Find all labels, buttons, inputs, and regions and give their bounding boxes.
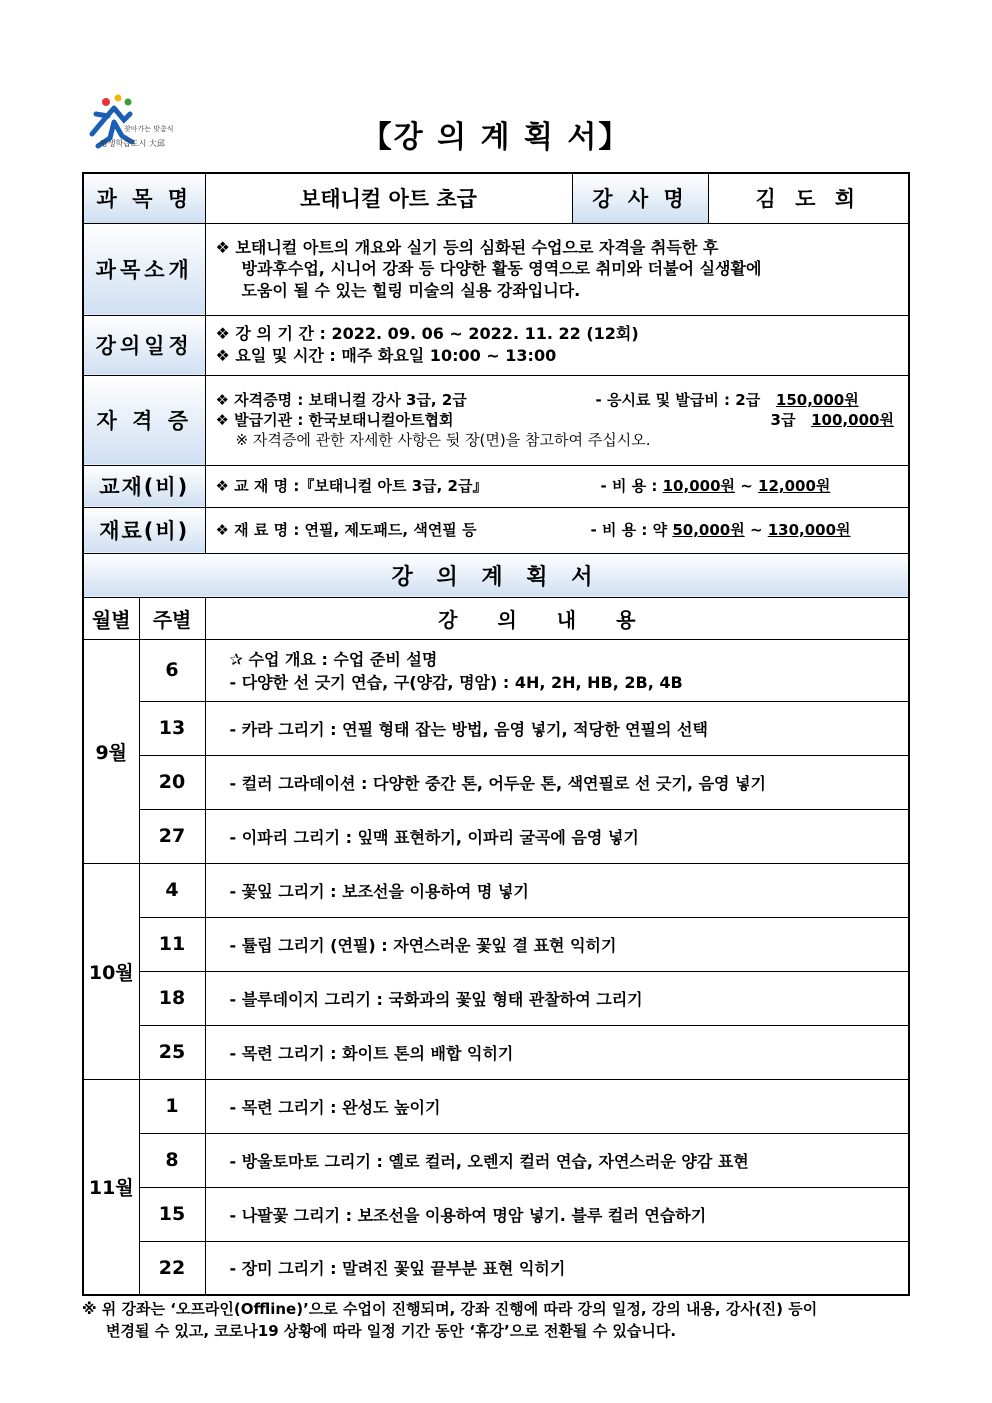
material-label: 재료(비) [83,507,205,553]
col-content-header: 강의내용 [205,597,909,639]
lecture-plan-table [82,172,910,1296]
footer-line-1: ※ 위 강좌는 ‘오프라인(Offline)’으로 수업이 진행되며, 강좌 진행에 따라 강의 일정, 강의 내용, 강사(진) 등이 [82,1300,818,1318]
content-cell: - 장미 그리기 : 말려진 꽃잎 끝부분 표현 익히기 [205,1241,909,1295]
textbook-label: 교재(비) [83,465,205,507]
schedule-label: 강의일정 [83,315,205,375]
textbook-name: ❖ 교 재 명 :『보태니컬 아트 3급, 2급』 [215,476,488,495]
week-cell: 25 [139,1025,205,1079]
footer-line-2: 변경될 수 있고, 코로나19 상황에 따라 일정 기간 동안 ‘휴강’으로 전환될 수 있습니다. [106,1322,677,1340]
cert-name: ❖ 자격증명 : 보태니컬 강사 3급, 2급 [215,390,467,409]
material-cost-label: - 비 용 : 약 [590,520,668,539]
table-row [83,971,909,1025]
week-cell: 8 [139,1133,205,1187]
week-cell: 4 [139,863,205,917]
instructor-label: 강 사 명 [572,173,708,223]
logo-subtext: 찾아가는 맞춤식 [124,125,174,133]
textbook-cost-max: 12,000원 [758,476,831,495]
month-cell: 11월 [83,1079,139,1295]
table-row [83,1187,909,1241]
col-week-header: 주별 [139,597,205,639]
week-cell: 27 [139,809,205,863]
footer-note [82,1298,912,1342]
table-row [83,755,909,809]
intro-label: 과목소개 [83,223,205,315]
cert-issuer: ❖ 발급기관 : 한국보태니컬아트협회 [215,410,454,429]
page-title: 【강 의 계 획 서】 [361,120,631,155]
table-row [83,1133,909,1187]
schedule-text [205,315,909,375]
week-cell: 11 [139,917,205,971]
cert-text [205,375,909,465]
schedule-period: ❖ 강 의 기 간 : 2022. 09. 06 ~ 2022. 11. 22 (12회) [215,324,639,344]
cert-label: 자 격 증 [83,375,205,465]
intro-text [205,223,909,315]
week-cell: 22 [139,1241,205,1295]
month-cell: 10월 [83,863,139,1079]
table-row [83,1241,909,1295]
content-line: ✰ 수업 개요 : 수업 준비 설명 [229,650,438,669]
month-cell: 9월 [83,639,139,863]
table-row [83,1025,909,1079]
content-cell: - 꽃잎 그리기 : 보조선을 이용하여 명 넣기 [205,863,909,917]
content-line: - 다양한 선 긋기 연습, 구(양감, 명암) : 4H, 2H, HB, 2B, 4B [229,673,683,692]
material-text: ❖ 재 료 명 : 연필, 제도패드, 색연필 등 - 비 용 : 약 50,000원 ~ 130,000원 [205,507,909,553]
cert-grade-3: 3급 [770,410,796,429]
table-row [83,863,909,917]
table-row [83,917,909,971]
table-row [83,701,909,755]
week-cell: 1 [139,1079,205,1133]
content-cell [205,639,909,701]
cert-fee-3: 100,000원 [811,410,894,429]
content-cell: - 목련 그리기 : 화이트 톤의 배합 익히기 [205,1025,909,1079]
content-cell: - 나팔꽃 그리기 : 보조선을 이용하여 명암 넣기. 블루 컬러 연습하기 [205,1187,909,1241]
content-cell: - 카라 그리기 : 연필 형태 잡는 방법, 음영 넣기, 적당한 연필의 선택 [205,701,909,755]
material-name: ❖ 재 료 명 : 연필, 제도패드, 색연필 등 [215,520,477,539]
material-cost-max: 130,000원 [767,520,851,539]
col-month-header: 월별 [83,597,139,639]
subject-value: 보태니컬 아트 초급 [205,173,572,223]
week-cell: 15 [139,1187,205,1241]
intro-line: ❖ 보태니컬 아트의 개요와 실기 등의 심화된 수업으로 자격을 취득한 후 [215,237,719,257]
plan-banner: 강 의 계 획 서 [83,553,909,597]
cert-note: ※ 자격증에 관한 자세한 사항은 뒷 장(면)을 참고하여 주십시오. [235,431,651,450]
week-cell: 6 [139,639,205,701]
content-cell: - 튤립 그리기 (연필) : 자연스러운 꽃잎 결 표현 익히기 [205,917,909,971]
cert-fee-2: 150,000원 [775,390,859,409]
cert-fee-label: - 응시료 및 발급비 : 2급 [595,390,761,409]
content-cell: - 컬러 그라데이션 : 다양한 중간 톤, 어두운 톤, 색연필로 선 긋기, 음영 넣기 [205,755,909,809]
week-cell: 18 [139,971,205,1025]
cert-line-1 [216,390,899,410]
table-row [83,1079,909,1133]
content-cell: - 방울토마토 그리기 : 옐로 컬러, 오렌지 컬러 연습, 자연스러운 양감 표현 [205,1133,909,1187]
week-cell: 13 [139,701,205,755]
table-row [83,639,909,701]
textbook-cost-label: - 비 용 : [600,476,658,495]
subject-label: 과 목 명 [83,173,205,223]
week-cell: 20 [139,755,205,809]
content-cell: - 목련 그리기 : 완성도 높이기 [205,1079,909,1133]
material-cost-min: 50,000원 [672,520,745,539]
textbook-text: ❖ 교 재 명 :『보태니컬 아트 3급, 2급』 - 비 용 : 10,000원 ~ 12,000원 [205,465,909,507]
textbook-cost-min: 10,000원 [662,476,735,495]
intro-line: 도움이 될 수 있는 힐링 미술의 실용 강좌입니다. [241,280,581,300]
table-row [83,809,909,863]
logo-text: 평생학습도시 大邱 [100,139,165,148]
content-cell: - 이파리 그리기 : 잎맥 표현하기, 이파리 굴곡에 음영 넣기 [205,809,909,863]
schedule-time: ❖ 요일 및 시간 : 매주 화요일 10:00 ~ 13:00 [215,346,557,365]
content-cell: - 블루데이지 그리기 : 국화과의 꽃잎 형태 관찰하여 그리기 [205,971,909,1025]
instructor-value: 김 도 희 [708,173,909,223]
intro-line: 방과후수업, 시니어 강좌 등 다양한 활동 영역으로 취미와 더불어 실생활에 [241,259,762,279]
cert-line-2 [216,410,899,430]
